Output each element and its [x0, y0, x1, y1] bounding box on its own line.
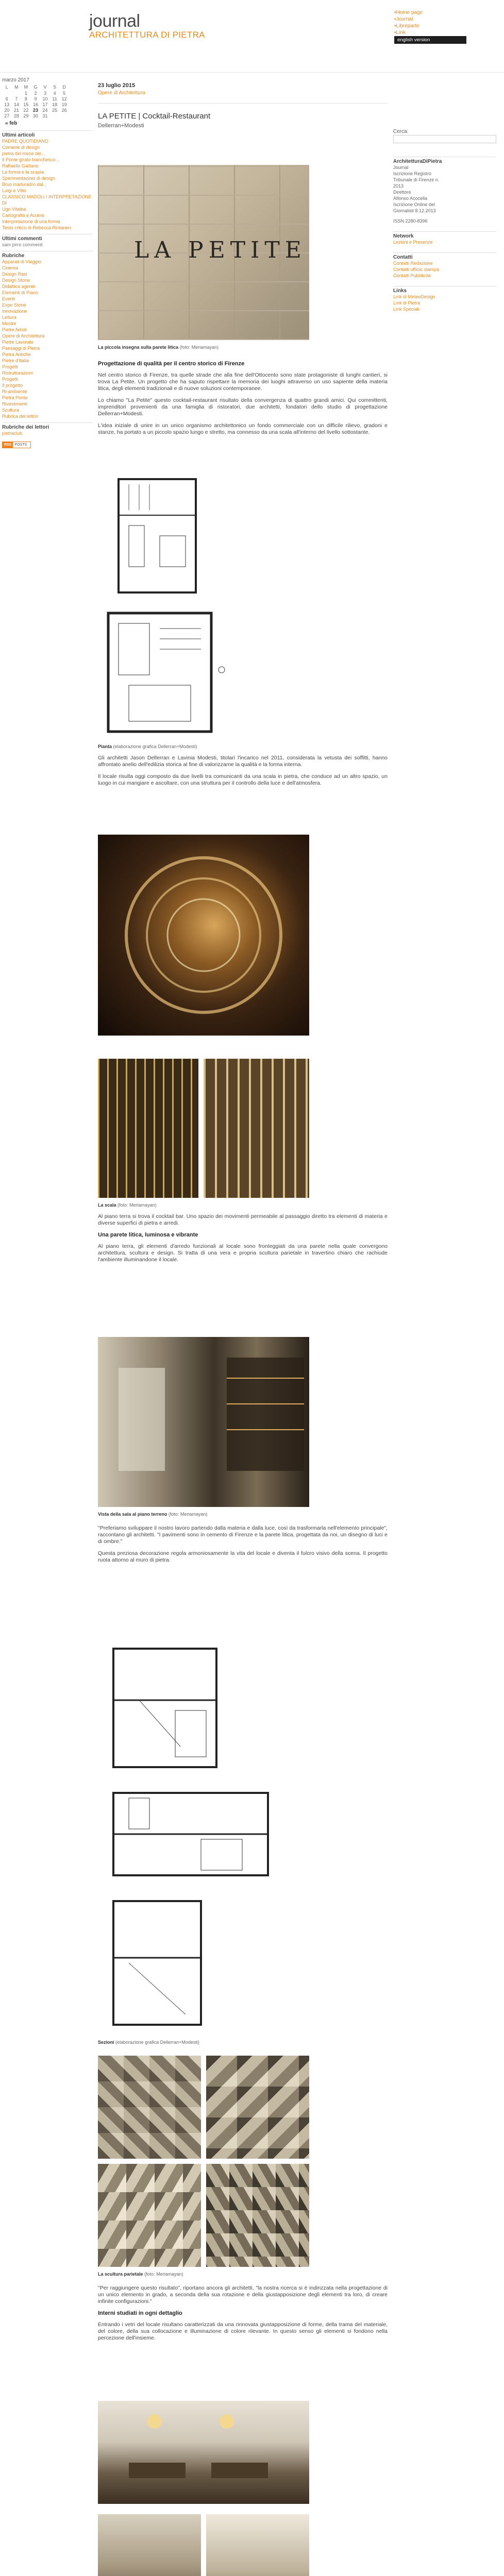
about-item: Alfonso Acocella: [393, 196, 428, 201]
calendar: [2, 84, 69, 118]
stair-photo-left: [98, 1059, 198, 1198]
calendar-day: 13: [4, 101, 10, 107]
calendar-day: 22: [23, 107, 29, 113]
recent-post-link[interactable]: Interpretazione di una forma: [2, 219, 60, 224]
section-drawings-svg: [98, 1643, 314, 2035]
caption-credit: (foto: Meriamayan): [144, 2272, 183, 2277]
calendar-weekday: L: [5, 84, 8, 90]
calendar-day: 12: [61, 96, 67, 101]
header-divider: [0, 72, 504, 73]
bar-interior-photo: [98, 1337, 309, 1507]
post-title: LA PETITE | Cocktail-Restaurant: [98, 112, 211, 121]
calendar-day-today: 23: [32, 107, 38, 113]
top-nav: [394, 9, 423, 36]
wall-photo-1: [98, 2056, 201, 2159]
topic-link[interactable]: Pietra Antiche: [2, 352, 31, 357]
calendar-day: 31: [42, 113, 48, 118]
calendar-day: 14: [13, 101, 19, 107]
rss-feed-badge[interactable]: [2, 442, 31, 448]
calendar-day: 3: [44, 90, 47, 96]
calendar-day: 25: [52, 107, 58, 113]
caption-credit: (foto: Meriamayan): [117, 1202, 157, 1208]
about-item: 2013: [393, 183, 404, 189]
topic-link[interactable]: Apparati di Viaggio: [2, 259, 41, 264]
nav-link-link[interactable]: ▪ Link: [394, 29, 423, 36]
hero-sign-text: LA PETITE: [134, 237, 307, 263]
links-heading: Links: [393, 286, 496, 294]
calendar-prev-month-link[interactable]: « feb: [5, 121, 18, 126]
calendar-day: 18: [52, 101, 58, 107]
english-version-button[interactable]: english version: [394, 36, 466, 44]
calendar-weekday: M: [14, 84, 19, 90]
topic-link[interactable]: Progetti: [2, 364, 19, 369]
figure-caption: [98, 2040, 388, 2045]
caption-title: La scultura parietale: [98, 2272, 143, 2277]
contact-link[interactable]: Contatti Pubblicità: [393, 273, 431, 278]
wall-photo-2: [206, 2056, 309, 2159]
calendar-day: [12, 90, 22, 96]
recent-post-link[interactable]: Testo critico di Rebecca Rintanen: [2, 225, 71, 230]
floor-plan-drawing: [98, 474, 268, 737]
paragraph: "Preferiamo sviluppare il nostro lavoro partendo dalla materia e dalla luce, così da trasformarla nell'elemento principale", raccontano gli architetti. "I pavimenti sono in cemento di Firenze e la parete litica, progettata da noi, un disegno di luci e di ombre.": [98, 1525, 388, 1545]
topic-link[interactable]: Scultura: [2, 408, 20, 413]
article-section-2: [98, 750, 388, 787]
figure-caption: [98, 744, 388, 749]
post-authors: Dellerran+Modesti: [98, 123, 144, 129]
site-logo[interactable]: [89, 12, 205, 40]
contacts-list: [393, 260, 496, 279]
rss-badge-right: POSTS: [14, 443, 27, 447]
about-item: Iscrizione Registro: [393, 171, 432, 176]
topic-link[interactable]: Opere di Architettura: [2, 333, 45, 338]
article-section-5: [98, 2280, 388, 2342]
search-input[interactable]: [393, 135, 496, 143]
calendar-day: 16: [32, 101, 38, 107]
paragraph: Gli architetti Jason Dellerran e Lavinia Modesti, titolari l'incarico nel 2011, considerata la vetusta dei soffitti, hanno affrontato anelio dell'edilizia storica al fine di valorizzarne la qualità e la forma interna.: [98, 755, 388, 768]
post-date: 23 luglio 2015: [98, 82, 136, 89]
hero-image: [98, 165, 309, 340]
bar-interior-svg: [98, 1337, 309, 1507]
nav-link-journal[interactable]: ▪ Journal: [394, 16, 423, 23]
calendar-day: 26: [61, 107, 67, 113]
calendar-day: 10: [42, 96, 48, 101]
recent-post-link[interactable]: Il Ponte girato bianchesco...: [2, 157, 60, 162]
post-category-link[interactable]: Opere di Architettura: [98, 90, 145, 96]
paragraph: Lo chiamo "La Petite" questo cocktail-restaurant risultato della convergenza di quattro grandi amici. Qui committenti, imprenditori provenienti da una famiglia di ristoratori, due architetti, fondatori dello studio di progettazione Dellerran+Modesti.: [98, 397, 388, 417]
network-heading: Network: [393, 231, 496, 239]
caption-credit: (elaborazione grafica Dellerran+Modesti): [115, 2040, 199, 2045]
calendar-day: 8: [24, 96, 27, 101]
contacts-heading: Contatti: [393, 252, 496, 260]
contact-link[interactable]: Contatti ufficio stampa: [393, 267, 439, 272]
calendar-day: 5: [63, 90, 66, 96]
recent-post-link[interactable]: Ugo Vitalea: [2, 207, 26, 212]
topic-link[interactable]: Rubrica dei lettori: [2, 414, 39, 419]
calendar-day: 11: [52, 96, 57, 101]
topic-link[interactable]: Elementi di Piano: [2, 290, 39, 295]
section-heading: Progettazione di qualità per il centro storico di Firenze: [98, 361, 245, 367]
topic-link[interactable]: Design Stone: [2, 278, 30, 283]
recent-post-link[interactable]: CLASSICO MADOLI / INTERPRETAZIONE DI: [2, 194, 92, 206]
calendar-day: [50, 113, 60, 118]
network-list: [393, 239, 496, 245]
calendar-day: 24: [42, 107, 48, 113]
paragraph: Al piano terra, gli elementi d'arredo funzionali al locale sono fronteggiati da una parete nella quale convergono architettura, scultura e design. Si tratta di una vera e propria scultura parietale in travertino chiaro che rachiude l'ambiente illuminandone il locale.: [98, 1243, 388, 1263]
calendar-day: 1: [24, 90, 27, 96]
calendar-title: marzo 2017: [2, 77, 29, 83]
recent-comments-heading: Ultimi commenti: [2, 234, 93, 242]
article: [98, 82, 388, 129]
topic-link[interactable]: Innovazione: [2, 309, 27, 314]
recent-post-link[interactable]: Cornerie di design: [2, 145, 40, 150]
about-list: [393, 164, 496, 214]
calendar-day: [59, 113, 69, 118]
recent-post-link[interactable]: PADRE QUOTIDIANO: [2, 139, 48, 144]
contact-link[interactable]: Contatti Redazione: [393, 261, 433, 266]
staircase-photo: [98, 835, 309, 1036]
calendar-day: 7: [15, 96, 18, 101]
recent-post-link[interactable]: Bruo maduradro dal...: [2, 182, 47, 187]
calendar-day: 9: [34, 96, 37, 101]
paragraph: Nel centro storico di Firenze, tra quelle strade che alla fine dell'Ottocento sono state protagoniste di lunghi cantieri, si trova La Petite. Un progetto che ha saputo rispettare la memoria dei luoghi attraverso un uso sapiente della materia litica, degli elementi tradizionali e di nuove soluzioni contemporanee.: [98, 372, 388, 392]
caption-credit: (foto: Meriamayan): [168, 1512, 208, 1517]
external-link[interactable]: Link di Pietra: [393, 300, 421, 306]
about-item: Direttore: [393, 190, 411, 195]
section-heading: Una parete litica, luminosa e vibrante: [98, 1232, 198, 1238]
external-link[interactable]: Link di MeteoDesign: [393, 294, 435, 299]
right-sidebar: [393, 149, 496, 312]
topic-link[interactable]: Mostre: [2, 321, 16, 326]
article-section-1: [98, 355, 388, 436]
caption-credit: (elaborazione grafica Dellerran+Modesti): [113, 744, 197, 749]
figure-caption: [98, 2272, 388, 2277]
issn: [393, 218, 496, 224]
section-heading: Interni studiati in ogni dettaglio: [98, 2310, 182, 2316]
figure-caption: [98, 345, 388, 350]
topic-link[interactable]: Eventi: [2, 296, 15, 301]
calendar-day: 29: [23, 113, 29, 118]
topic-link[interactable]: Didattica agente: [2, 284, 36, 289]
topic-link[interactable]: Ristrutturazioni: [2, 370, 33, 376]
wall-photo-4: [206, 2164, 309, 2267]
reader-column-list: [2, 430, 93, 436]
issn-text: ISSN 2280-8396: [393, 218, 428, 224]
calendar-day: 28: [13, 113, 19, 118]
topic-link[interactable]: Lettura: [2, 315, 17, 320]
paragraph: Entrando i vetri del locale risultano caratterizzati da una rinnovata giustapposizione di forme, della trama del materiale, del colore, della sua collocazione e illuminazione di colore rilevante. In questo senso gli elementi si fondono nella percezione dell'insieme.: [98, 2321, 388, 2341]
calendar-weekday: S: [53, 84, 57, 90]
calendar-day: 27: [4, 113, 10, 118]
figure-caption: [98, 1512, 388, 1517]
calendar-day: 17: [42, 101, 48, 107]
external-link[interactable]: Link Speciali: [393, 307, 419, 312]
recent-post-link[interactable]: Raffaello Galliano: [2, 163, 39, 168]
logo-top-text: journal: [89, 11, 140, 31]
calendar-day: 2: [34, 90, 37, 96]
caption-title: La scala: [98, 1202, 116, 1208]
links-list: [393, 294, 496, 312]
paragraph: "Per raggiungere questo risultato", riportano ancora gli architetti, "la nostra ricerca si è indirizzata nella progettazione di un unico elemento in grado, a seconda della sua rotazione e della giustapposizione degli elementi tra loro, di creare infinite configurazioni.": [98, 2285, 388, 2304]
paragraph: Il locale risulta oggi composto da due livelli tra comunicanti da una scala in pietra, che conduce ad un altro spazio, un luogo in cui mangiare e ascoltare, con una struttura per il controllo della luce e dell'atmosfera.: [98, 773, 388, 786]
topic-link[interactable]: Paesaggi di Pietra: [2, 346, 40, 351]
network-link[interactable]: Lezioni e Presenze: [393, 240, 433, 245]
paragraph: Al piano terra si trova il cocktail bar. Uno spazio dei movimenti permeabile al passaggio diretto tra elementi di materia e diverse superfici di pietra e arredi.: [98, 1213, 388, 1226]
caption-title: Pianta: [98, 744, 112, 749]
caption-title: Sezioni: [98, 2040, 114, 2045]
about-item: Tribunale di Firenze n.: [393, 177, 440, 182]
calendar-weekday: G: [33, 84, 38, 90]
section-drawings: [98, 1643, 314, 2035]
recent-post-link[interactable]: La forma e la scapia: [2, 170, 44, 175]
about-item: Journal: [393, 165, 409, 170]
staircase-svg: [98, 835, 309, 1036]
calendar-day: 19: [61, 101, 67, 107]
topic-link[interactable]: Pietre Lavorate: [2, 340, 34, 345]
paragraph: Questa preziosa decorazione regola armoniosamente la vita del locale e diventa il fulcro visivo della scena. Il progetto ruota attorno al muro di pietra.: [98, 1550, 388, 1563]
recent-posts-heading: Ultimi articoli: [2, 130, 93, 138]
paragraph: L'idea iniziale di unire in un unico organismo architettonico un fondo commerciale con un difficile rilievo, gradoni e stanze, ha portato a un piccolo spazio lungo e stretto, ma connesso da una scala all'interno del livello sottostante.: [98, 422, 388, 435]
calendar-day: [2, 90, 12, 96]
topic-link[interactable]: Progetti: [2, 377, 19, 382]
search-label: Cerca:: [393, 129, 409, 134]
recent-post-link[interactable]: Sperimentazioni di design: [2, 176, 56, 181]
reader-column-link[interactable]: pietraclub: [2, 431, 23, 436]
recent-posts-list: [2, 138, 93, 231]
dining-photo-right: [206, 2514, 309, 2576]
caption-title: Vista della sala al piano terreno: [98, 1512, 167, 1517]
topics-list: [2, 259, 93, 419]
floor-plan-svg: [98, 474, 268, 737]
topic-link[interactable]: Design Rasi: [2, 272, 27, 277]
calendar-day: 20: [4, 107, 10, 113]
rss-badge-left: RSS: [3, 442, 13, 448]
calendar-day: 21: [13, 107, 19, 113]
calendar-weekday: D: [62, 84, 66, 90]
article-divider: [98, 103, 388, 104]
topic-link[interactable]: Rivestimenti: [2, 401, 28, 406]
recent-post-link[interactable]: Luigi e Vitto: [2, 188, 26, 193]
dining-room-photo: [98, 2401, 309, 2504]
recent-comments-list: [2, 242, 93, 248]
topics-heading: Rubriche: [2, 251, 93, 259]
calendar-weekday: V: [43, 84, 47, 90]
topic-link[interactable]: Expo Stone: [2, 302, 26, 308]
logo-bottom-text: ARCHITETTURA DI PIETRA: [89, 30, 205, 40]
recent-post-link[interactable]: Cartografia e Acume: [2, 213, 45, 218]
about-heading: ArchitetturaDiPietra: [393, 157, 496, 164]
left-sidebar: [2, 77, 93, 448]
wall-photo-3: [98, 2164, 201, 2267]
about-item: Iscrizione Online del: [393, 202, 435, 207]
caption-title: La piccola insegna sulla parete litica: [98, 345, 179, 350]
calendar-weekday: M: [24, 84, 28, 90]
article-section-4: [98, 1520, 388, 1564]
calendar-day: 6: [5, 96, 8, 101]
calendar-day: 4: [53, 90, 56, 96]
figure-caption: [98, 1202, 388, 1208]
stair-photo-right: [204, 1059, 309, 1198]
calendar-day: 15: [23, 101, 29, 107]
nav-link-home[interactable]: ▪ Home page: [394, 9, 423, 16]
calendar-day: 30: [32, 113, 38, 118]
topic-link[interactable]: Ri-ambiente: [2, 389, 27, 394]
caption-credit: (foto: Meriamayan): [179, 345, 219, 350]
reader-column-heading: Rubriche dei lettori: [2, 422, 93, 430]
topic-link[interactable]: Pietre d'Italia: [2, 358, 29, 363]
recent-post-link[interactable]: pietra del mese dei...: [2, 151, 45, 156]
about-item: Giornalisti 8.12.2013: [393, 208, 436, 213]
recent-comment-item: sam pirro commenti: [2, 242, 43, 247]
topic-link[interactable]: Pietra Ponte: [2, 395, 28, 400]
topic-link[interactable]: Pietre Artisti: [2, 327, 27, 332]
dining-room-svg: [98, 2401, 309, 2504]
topic-link[interactable]: Il progetto: [2, 383, 23, 388]
topic-link[interactable]: Cinema: [2, 265, 19, 270]
nav-link-libreparte[interactable]: ▪ Libreparte: [394, 23, 423, 29]
article-section-3: [98, 1208, 388, 1263]
dining-photo-left: [98, 2514, 201, 2576]
